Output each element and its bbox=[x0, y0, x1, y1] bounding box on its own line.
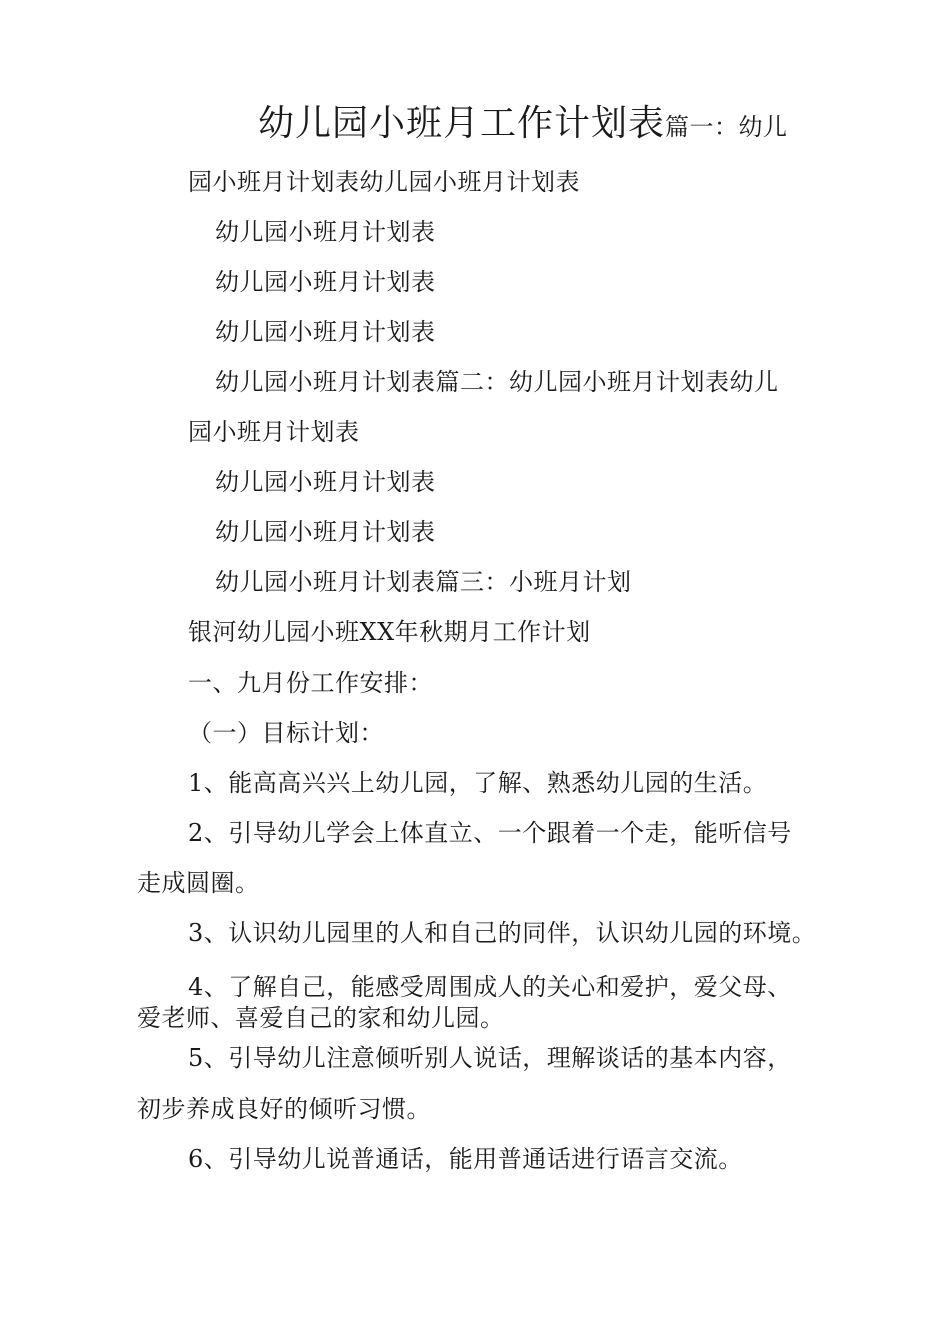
list-item: 3、认识幼儿园里的人和自己的同伴，认识幼儿园的环境。 bbox=[188, 919, 817, 947]
text-line: 园小班月计划表 bbox=[188, 418, 360, 446]
list-item: 4、了解自己，能感受周围成人的关心和爱护，爱父母、 bbox=[188, 973, 792, 1001]
title-tail: 篇一：幼儿 bbox=[665, 113, 788, 141]
text-line: 幼儿园小班月计划表 bbox=[215, 268, 436, 296]
text-line: 园小班月计划表幼儿园小班月计划表 bbox=[188, 168, 580, 196]
document-title bbox=[258, 102, 788, 152]
subsection-heading: （一）目标计划： bbox=[188, 719, 384, 747]
title-main: 幼儿园小班月工作计划表 bbox=[258, 103, 666, 144]
text-line: 银河幼儿园小班XX年秋期月工作计划 bbox=[188, 618, 591, 646]
list-item: 2、引导幼儿学会上体直立、一个跟着一个走，能听信号 bbox=[188, 819, 792, 847]
text-line: 幼儿园小班月计划表 bbox=[215, 218, 436, 246]
text-line: 幼儿园小班月计划表篇三：小班月计划 bbox=[215, 568, 632, 596]
list-item-continuation: 初步养成良好的倾听习惯。 bbox=[137, 1095, 431, 1123]
text-line: 幼儿园小班月计划表 bbox=[215, 468, 436, 496]
list-item: 1、能高高兴兴上幼儿园，了解、熟悉幼儿园的生活。 bbox=[188, 769, 768, 797]
list-item: 6、引导幼儿说普通话，能用普通话进行语言交流。 bbox=[188, 1145, 743, 1173]
text-line: 幼儿园小班月计划表篇二：幼儿园小班月计划表幼儿 bbox=[215, 368, 779, 396]
text-line: 幼儿园小班月计划表 bbox=[215, 518, 436, 546]
list-item-continuation: 爱老师、喜爱自己的家和幼儿园。 bbox=[137, 1004, 505, 1032]
list-item: 5、引导幼儿注意倾听别人说话，理解谈话的基本内容， bbox=[188, 1044, 792, 1072]
section-heading: 一、九月份工作安排： bbox=[188, 669, 433, 697]
text-line: 幼儿园小班月计划表 bbox=[215, 318, 436, 346]
list-item-continuation: 走成圆圈。 bbox=[137, 869, 260, 897]
